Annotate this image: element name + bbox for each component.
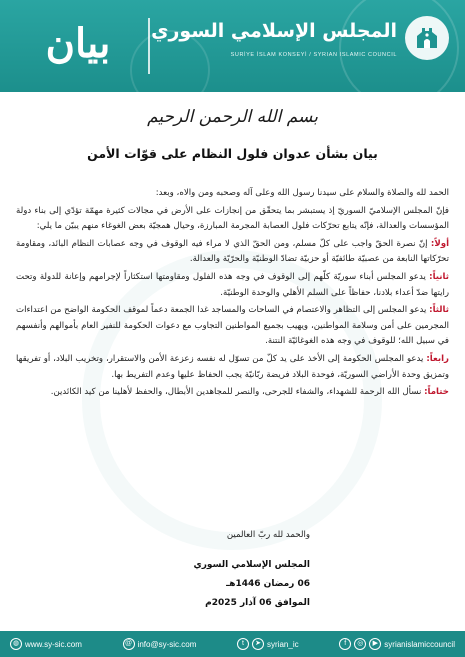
facebook-icon: f [339,638,351,650]
body-paragraph [16,303,449,350]
signature-org: المجلس الإسلامي السوري [193,560,310,570]
org-name-arabic: المجلس الإسلامي السوري [151,20,397,42]
closing-praise: والحمد لله ربّ العالمين [226,530,310,540]
body-paragraph [16,270,449,301]
body-paragraph [16,237,449,268]
social-text: syrianislamiccouncil [384,639,455,649]
paragraph-label: رابعاً: [426,353,449,364]
paragraph-text: يدعو المجلس أبناء سوريّة كلّهم إلى الوقوف في وجه هذه الفلول ومقاومتها استكثاراً لإجرامهم وإعانة للدولة وتحت رايتها ضدّ أعداء بلادنا، حفاظاً على السلم الأهلي والوحدة الوطنيّة. [16,271,449,298]
paragraph-text: نسأل الله الرحمة للشهداء، والشفاء للجرحى، والنصر للمجاهدين الأبطال، والحفظ لأهلينا من كيد الكائدين. [50,387,422,398]
paragraph-label: ختاماً: [424,387,449,398]
footer-website[interactable] [10,638,82,650]
header-banner [0,0,465,92]
body-paragraph [16,385,449,401]
footer-social[interactable] [339,638,455,650]
hijri-date: 06 رمضان 1446هـ [226,579,310,589]
twitter-icon: t [237,638,249,650]
statement-title: بيان بشأن عدوان فلول النظام على قوّات الأمن [87,146,378,161]
paragraph-text: الحمد لله والصلاة والسلام على سيدنا رسول الله وعلى آله وصحبه ومن والاه، وبعد: [155,188,449,198]
gregorian-date: الموافق 06 آذار 2025م [205,598,310,608]
paragraph-label: ثالثاً: [429,305,449,316]
globe-icon: ◍ [10,638,22,650]
email-icon: @ [123,638,135,650]
paragraph-text: يدعو المجلس الحكومة إلى الأخذ على يد كلّ من تسوّل له نفسه زعزعة الأمن والاستقرار، وتخريب البلاد، أو تفريقها وتمزيق وحدة الأراضي السوريّة، فوحدة البلاد فريضة ربّانيّة يجب الحفاظ عليها وعدم التفريط بها. [16,353,449,380]
basmala-calligraphy: بسم الله الرحمن الرحيم [147,107,318,127]
website-text: www.sy-sic.com [25,639,82,649]
handle-text: syrian_ic [267,639,299,649]
signature-block [100,556,310,616]
org-name-english: SURİYE İSLAM KONSEYİ / SYRIAN ISLAMIC COUNCIL [230,52,397,58]
footer-bar [0,631,465,657]
youtube-icon: ▶ [369,638,381,650]
statement-word: بيان [45,20,111,67]
body-paragraph [16,204,449,235]
telegram-icon: ➤ [252,638,264,650]
body-paragraph [16,352,449,383]
instagram-icon: ◎ [354,638,366,650]
statement-body [16,186,449,521]
paragraph-text: إنّ نصرة الحقّ واجب على كلّ مسلم، ومن الحقّ الذي لا مراء فيه الوقوف في وجه عصابات النظام البائد، ومقاومة تحرّكاتها النابعة من عصبيّة طائفيّة أو حزبيّة تضادّ الوطنيّة والحرّيّة والعدالة. [16,238,449,265]
email-text: info@sy-sic.com [137,639,197,649]
footer-handle[interactable] [237,638,299,650]
paragraph-text: فإنّ المجلس الإسلاميّ السوريّ إذ يستبشر بما يتحقّق من إنجازات على الأرض في مجالات كثيرة مهمّة تؤدّي إلى بناء دولة المؤسسات والعدالة، فإنّه يتابع تحرّكات فلول العصابة المجرمة المبارزة، وحيال همجيّة بعض الغوغاء منهم يبيّن ما يلي: [16,205,449,232]
footer-email[interactable] [123,638,197,650]
body-paragraph [16,186,449,202]
paragraph-text: يدعو المجلس إلى التظاهر والاعتصام في الساحات والمساجد غدا الجمعة دعماً لموقف الحكومة الواضح من اعتداءات المجرمين على أمن وسلامة المواطنين، ويهيب بجميع المواطنين التجاوب مع دعوات الحكومة للنفير العام بأموالهم وأنفسهم في سبيل الله؛ للوقوف في وجه هذه الغوغائيّة النتنة. [16,305,449,347]
council-logo-icon [405,16,449,60]
paragraph-label: ثانياً: [429,271,449,282]
paragraph-label: أولاً: [430,238,450,249]
